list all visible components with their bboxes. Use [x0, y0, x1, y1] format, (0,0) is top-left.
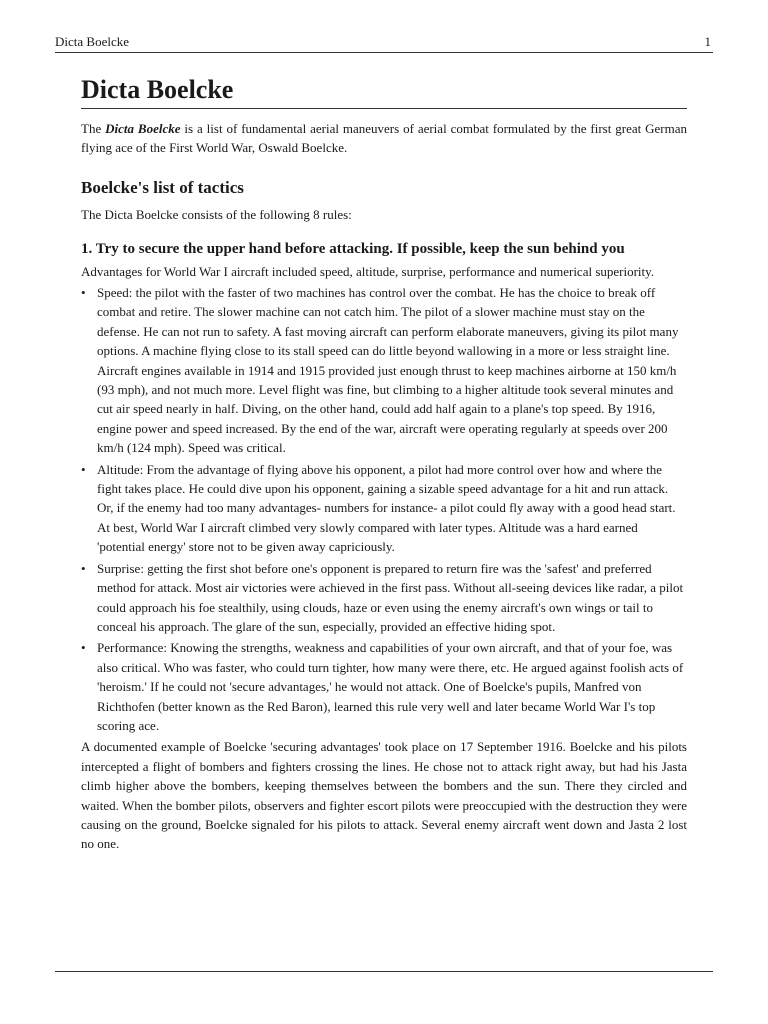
rule-heading: 1. Try to secure the upper hand before attacking. If possible, keep the sun behind you	[81, 241, 625, 257]
example-paragraph: A documented example of Boelcke 'securing advantages' took place on 17 September 1916. Boelcke and his pilots intercepted a flight of bombers and fighters crossing the lines. He chose not to attack right away, but had his Jasta climb higher above the bombers, keeping themselves between the bombers and the sun. There they circled and waited. When the bomber pilots, observers and fighter escort pilots were preoccupied with the destruction they were causing on the ground, Boelcke signaled for his pilots to attack. Several enemy aircraft went down and Jasta 2 lost no one.	[81, 739, 687, 852]
footer-divider	[55, 971, 713, 972]
list-item	[81, 283, 687, 458]
list-item-text: Altitude: From the advantage of flying above his opponent, a pilot had more control over how and where the fight takes place. He could dive upon his opponent, gaining a sizable speed advantage for a hit and run attack. Or, if the enemy had too many advantages- numbers for instance- a pilot could fly away with a good head start. At best, World War I aircraft climbed very slowly compared with later types. Altitude was a hard earned 'potential energy' store not to be given away capriciously.	[97, 461, 676, 555]
list-item-text: Speed: the pilot with the faster of two machines has control over the combat. He has the choice to break off combat and retire. The slower machine can not catch him. The pilot of a slower machine must stay on the defense. He can not run to safety. A fast moving aircraft can perform elaborate maneuvers, giving its pilot many options. A machine flying close to its stall speed can do little beyond wallowing in a more or less straight line. Aircraft engines available in 1914 and 1915 provided just enough thrust to keep machines airborne at 150 km/h (93 mph), and not much more. Level flight was fine, but climbing to a higher altitude took several minutes and cut air speed nearly in half. Diving, on the other hand, could add half again to a plane's top speed. By 1916, engine power and speed increased. By the end of the war, aircraft were operating regularly at speeds over 200 km/h (124 mph). Speed was critical.	[97, 285, 679, 456]
list-item	[81, 559, 687, 637]
intro-paragraph	[81, 119, 687, 157]
running-header	[55, 34, 713, 53]
intro-rest: is a list of fundamental aerial maneuvers of aerial combat formulated by the first great German flying ace of the First World War, Oswald Boelcke.	[81, 121, 687, 155]
section-text: The Dicta Boelcke consists of the following 8 rules:	[81, 207, 352, 222]
page-number: 1	[704, 34, 711, 49]
list-item-text: Performance: Knowing the strengths, weakness and capabilities of your own aircraft, and that of your foe, was also critical. Who was faster, who could turn tighter, how many were there, etc. He argued against foolish acts of 'heroism.' If he could not 'secure advantages,' he would not attack. One of Boelcke's pupils, Manfred von Richthofen (better known as the Red Baron), learned this rule very well and later became World War I's top scoring ace.	[97, 640, 684, 733]
bullet-icon: •	[81, 560, 86, 576]
bullet-icon: •	[81, 461, 86, 477]
intro-prefix: The	[81, 121, 106, 136]
article-body	[81, 74, 687, 854]
article-title: Dicta Boelcke	[81, 74, 687, 109]
section-heading: Boelcke's list of tactics	[81, 178, 244, 197]
list-item-text: Surprise: getting the first shot before one's opponent is prepared to return fire was the 'safest' and preferred method for attack. Most air victories were achieved in the first pass. Without all-seeing devices like radar, a pilot could approach his foe stealthily, using clouds, haze or even using the enemy aircraft's own wings or tail to conceal his approach. The glare of the sun, especially, provided an effective hiding spot.	[97, 560, 684, 634]
list-item	[81, 638, 687, 735]
intro-term: Dicta Boelcke	[105, 121, 181, 136]
bullet-icon: •	[81, 285, 86, 300]
bullet-icon: •	[81, 640, 86, 656]
rule-text: Advantages for World War I aircraft included speed, altitude, surprise, performance and numerical superiority.	[81, 264, 655, 279]
list-item	[81, 460, 687, 557]
advantages-list	[81, 283, 687, 735]
running-title: Dicta Boelcke	[55, 34, 129, 49]
